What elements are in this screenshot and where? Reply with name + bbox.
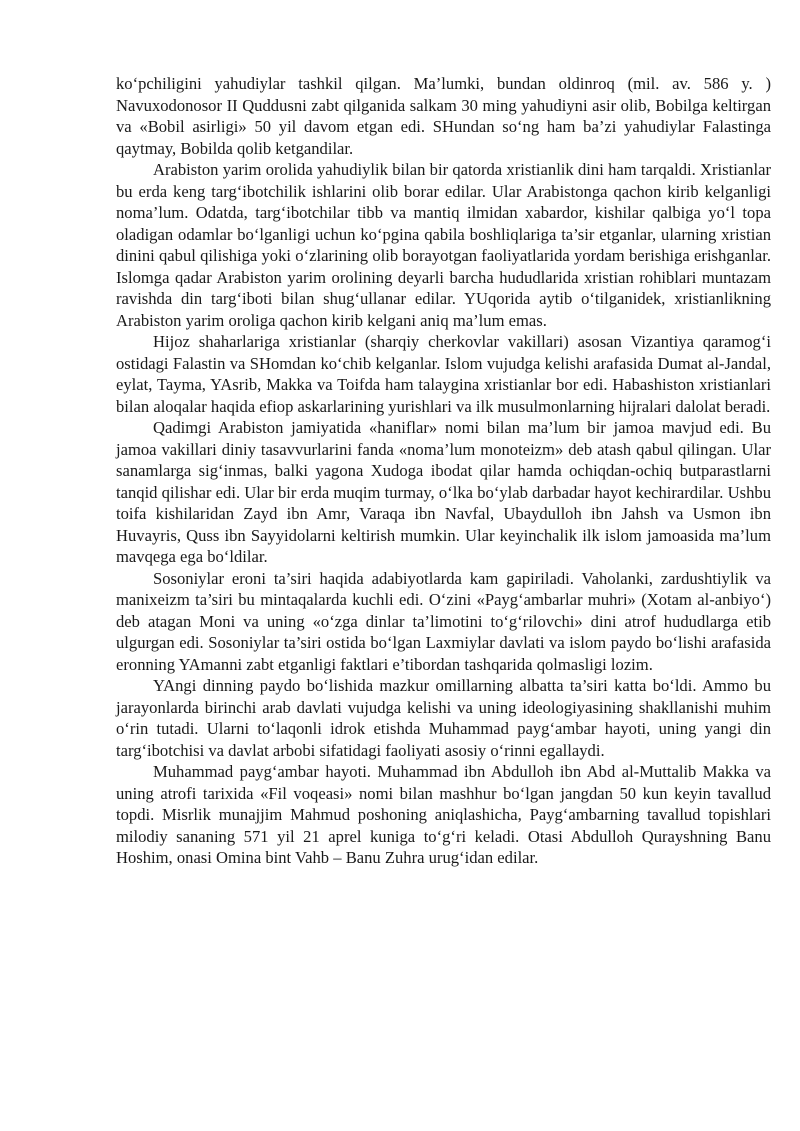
paragraph-hanifs: Qadimgi Arabiston jamiyatida «haniflar» nomi bilan ma’lum bir jamoa mavjud edi. Bu jamoa vakillari diniy tasavvurlarini fanda «noma’lum monoteizm» deb atash qabul qilingan. Ular sanamlarga sig‘inmas, balki yagona Xudoga ibodat qilar hamda ochiqdan-ochiq butparastlarni tanqid qilishar edi. Ular bir erda muqim turmay, o‘lka bo‘ylab darbadar hayot kechirardilar. Ushbu toifa kishilaridan Zayd ibn Amr, Varaqa ibn Navfal, Ubaydulloh ibn Jahsh va Usmon ibn Huvayris, Quss ibn Sayyidolarni keltirish mumkin. Ular keyinchalik ilk islom jamoasida ma’lum mavqega ega bo‘ldilar. [116,418,771,566]
paragraph-prophet-life: Muhammad payg‘ambar hayoti. Muhammad ibn Abdulloh ibn Abd al-Muttalib Makka va uning atrofi tarixida «Fil voqeasi» nomi bilan mashhur bo‘lgan jangdan 50 kun keyin tavallud topdi. Misrlik munajjim Mahmud poshoning aniqlashicha, Payg‘ambarning tavallud topishlari milodiy sananing 571 yil 21 aprel kuniga to‘g‘ri keladi. Otasi Abdulloh Qurayshning Banu Hoshim, onasi Omina bint Vahb – Banu Zuhra urug‘idan edilar. [116,762,771,867]
paragraph-christianity: Arabiston yarim orolida yahudiylik bilan bir qatorda xristianlik dini ham tarqaldi. Xristianlar bu erda keng targ‘ibotchilik ishlarini olib borar edilar. Ular Arabistonga qachon kirib kelganligi noma’lum. Odatda, targ‘ibotchilar tibb va mantiq ilmidan xabardor, kishilar qalbiga yo‘l topa oladigan odamlar bo‘lganligi uchun ko‘pgina qabila boshliqlariga ta’sir etganlar, ularning xristian dinini qabul qilishiga yoki o‘zlarining olib borayotgan faoliyatlarida yordam berishiga erishganlar. Islomga qadar Arabiston yarim orolining deyarli barcha hududlarida xristian rohiblari muntazam ravishda din targ‘iboti bilan shug‘ullanar edilar. YUqorida aytib o‘tilganidek, xristianlikning Arabiston yarim oroliga qachon kirib kelgani aniq ma’lum emas. [116,160,771,330]
paragraph-sasanian-influence: Sosoniylar eroni ta’siri haqida adabiyotlarda kam gapiriladi. Vaholanki, zardushtiylik va manixeizm ta’siri bu mintaqalarda kuchli edi. O‘zini «Payg‘ambarlar muhri» (Xotam al-anbiyo‘) deb atagan Moni va uning «o‘zga dinlar ta’limotini to‘g‘rilovchi» dini atrof hududlarga etib ulgurgan edi. Sosoniylar ta’siri ostida bo‘lgan Laxmiylar davlati va islom paydo bo‘lishi arafasida eronning YAmanni zabt etganligi faktlari e’tibordan tashqarida qolmasligi lozim. [116,568,771,674]
body-text [116,73,771,869]
paragraph-hijaz-christians: Hijoz shaharlariga xristianlar (sharqiy cherkovlar vakillari) asosan Vizantiya qaramog‘i ostidagi Falastin va SHomdan ko‘chib kelganlar. Islom vujudga kelishi arafasida Dumat al-Jandal, eylat, Tayma, YAsrib, Makka va Toifda ham talaygina xristianlar bor edi. Habashiston xristianlari bilan aloqalar haqida efiop askarlarining yurishlari va ilk musulmonlarning hijralari dalolat beradi. [116,332,771,416]
paragraph-new-religion: YAngi dinning paydo bo‘lishida mazkur omillarning albatta ta’siri katta bo‘ldi. Ammo bu jarayonlarda birinchi arab davlati vujudga kelishi va uning ideologiyasining shakllanishi muhim o‘rin tutadi. Ularni to‘laqonli idrok etishda Muhammad payg‘ambar hayoti, uning yangi din targ‘ibotchisi va davlat arbobi sifatidagi faoliyati asosiy o‘rinni egallaydi. [116,676,771,760]
paragraph-continuation: ko‘pchiligini yahudiylar tashkil qilgan. Ma’lumki, bundan oldinroq (mil. av. 586 y. ) Navuxodonosor II Quddusni zabt qilganida salkam 30 ming yahudiyni asir olib, Bobilga keltirgan va «Bobil asirligi» 50 yil davom etgan edi. SHundan so‘ng ham ba’zi yahudiylar Falastinga qaytmay, Bobilda qolib ketgandilar. [116,74,771,158]
